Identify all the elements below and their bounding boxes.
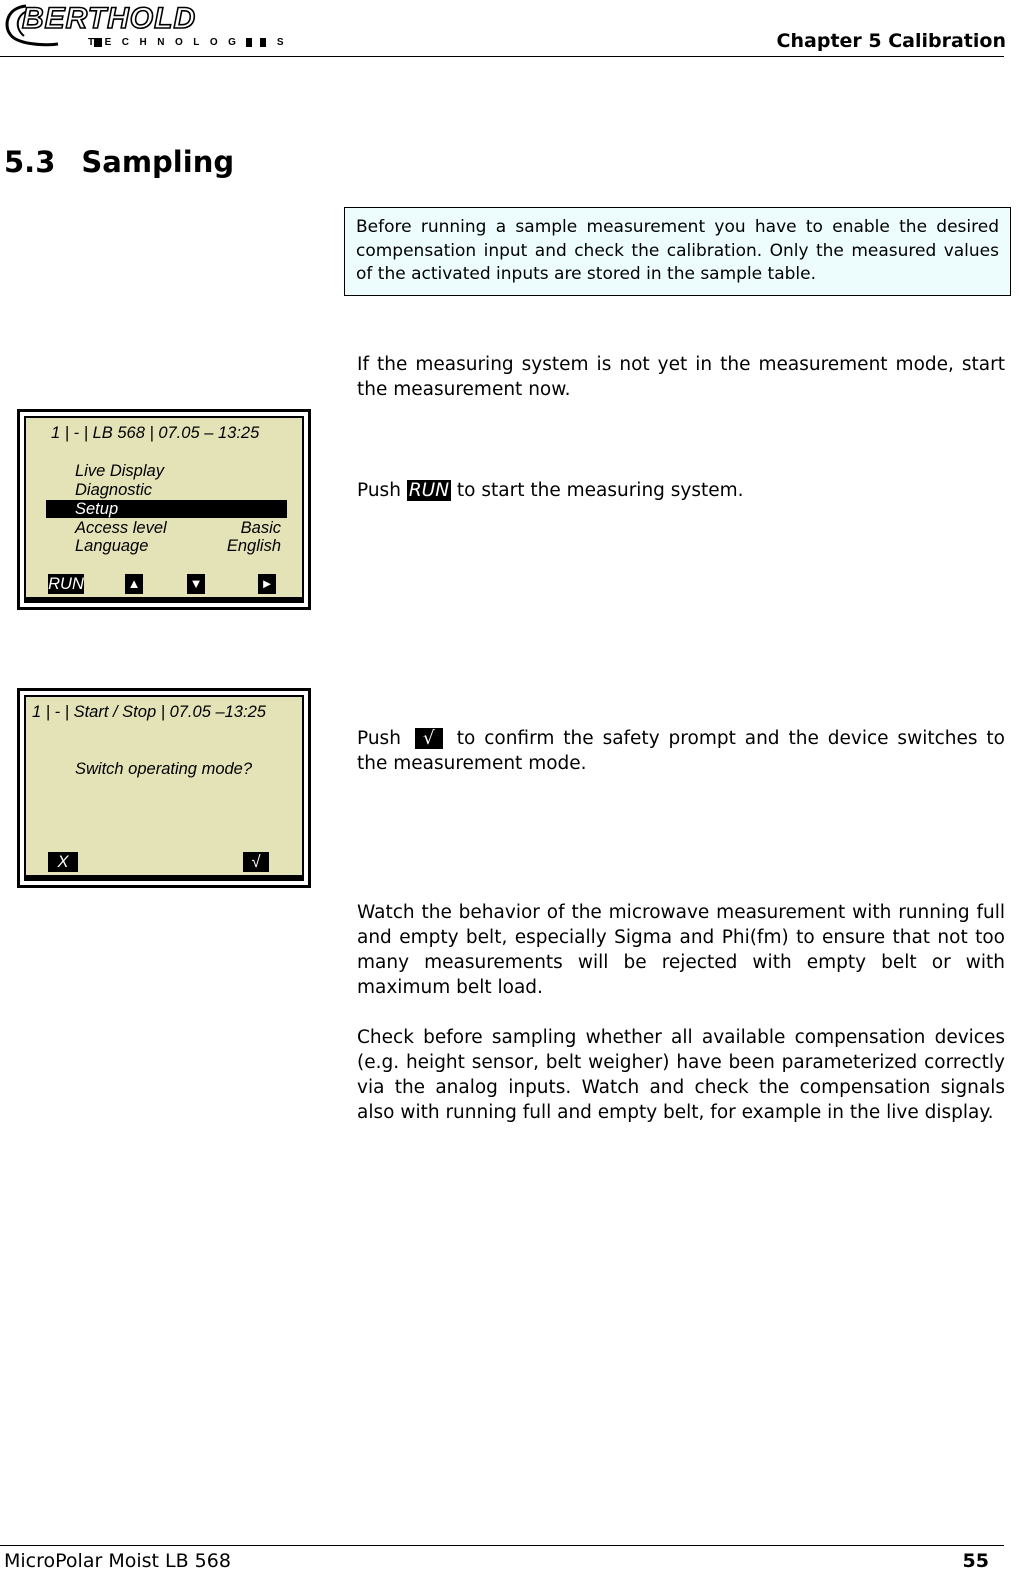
paragraph-text: to confirm the safety prompt and the device switches to the measurement mode.	[357, 728, 1005, 774]
paragraph-watch-behavior: Watch the behavior of the microwave measurement with running full and empty belt, especially Sigma and Phi(fm) to ensure that not too many measurements will be rejected with empty belt or with maximum belt load.	[357, 902, 1005, 998]
run-softkey[interactable]: RUN	[48, 575, 84, 593]
confirm-softkey[interactable]: √	[243, 852, 269, 872]
paragraph-start-measurement: If the measuring system is not yet in the measurement mode, start the measurement now.	[357, 354, 1005, 400]
lcd-display	[24, 695, 304, 881]
paragraph-text: Push	[357, 480, 407, 501]
language-value: English	[226, 537, 281, 555]
menu-item-live-display[interactable]: Live Display	[75, 462, 164, 480]
section-title: Sampling	[81, 145, 235, 179]
run-key-label: RUN	[408, 480, 450, 501]
device-screen-switch-mode	[17, 688, 311, 888]
logo-subtitle: TECHNOLOGIES	[88, 37, 295, 48]
chapter-title: Chapter 5 Calibration	[776, 30, 1006, 52]
menu-item-setup[interactable]: Setup	[75, 500, 119, 518]
page-number: 55	[962, 1550, 989, 1572]
down-arrow-icon[interactable]: ▼	[187, 574, 205, 594]
status-line: 1 | - | Start / Stop | 07.05 –13:25	[32, 703, 266, 721]
right-arrow-icon[interactable]: ►	[258, 574, 276, 594]
paragraph-check-compensation: Check before sampling whether all available compensation devices (e.g. height sensor, belt weigher) have been parameterized correctly via the analog inputs. Watch and check the compensation signals also with running full and empty belt, for example in the live display.	[357, 1027, 1005, 1123]
prompt-text: Switch operating mode?	[75, 760, 253, 778]
paragraph-text: to start the measuring system.	[451, 480, 744, 501]
section-heading	[4, 145, 234, 179]
header-divider	[0, 56, 1004, 57]
company-logo	[2, 0, 302, 55]
paragraph-confirm-prompt	[357, 726, 1005, 776]
up-arrow-icon[interactable]: ▲	[125, 574, 143, 594]
lcd-bottom-bar	[26, 597, 302, 601]
paragraph-text: Push	[357, 728, 401, 749]
note-box: Before running a sample measurement you have to enable the desired compensation input and check the calibration. Only the measured values of the activated inputs are stored in the sample table.	[344, 207, 1011, 296]
device-screen-main-menu	[17, 409, 311, 610]
paragraph-push-run	[357, 478, 1005, 503]
access-level-value: Basic	[240, 519, 281, 537]
cancel-softkey[interactable]: X	[48, 852, 78, 872]
lcd-bottom-bar	[26, 875, 302, 879]
status-line: 1 | - | LB 568 | 07.05 – 13:25	[51, 424, 260, 442]
confirm-key-label: √	[415, 728, 443, 749]
footer-product-name: MicroPolar Moist LB 568	[4, 1550, 231, 1572]
menu-item-diagnostic[interactable]: Diagnostic	[75, 481, 153, 499]
menu-item-language[interactable]: Language	[75, 537, 149, 555]
section-number: 5.3	[4, 145, 56, 179]
menu-item-access-level[interactable]: Access level	[75, 519, 167, 537]
logo-wordmark: BERTHOLD	[22, 2, 197, 35]
lcd-display	[24, 416, 304, 603]
footer-divider	[0, 1545, 1004, 1546]
